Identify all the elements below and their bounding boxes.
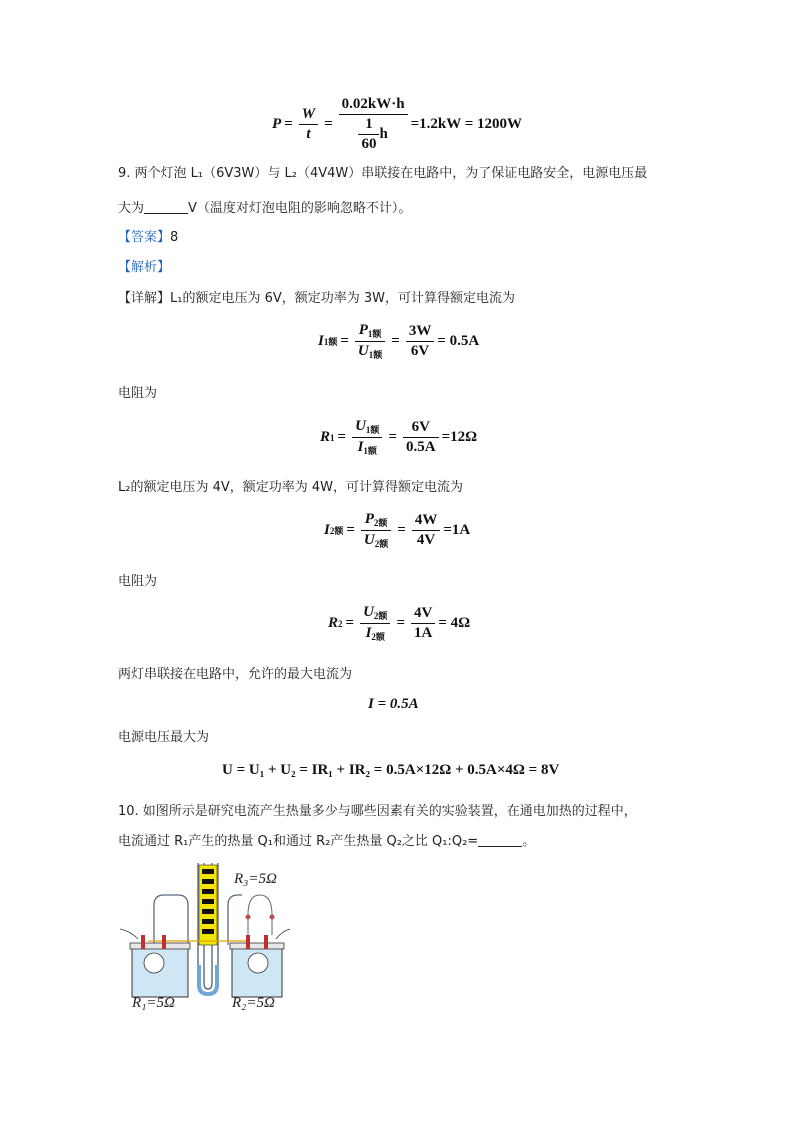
q9-answer: 【答案】8 <box>118 230 179 245</box>
r2-label: R₂=5Ω <box>232 995 275 1011</box>
energy-over-time-fraction: 0.02kW·h $\frac{1}{60}$ h <box>339 96 408 153</box>
resistance-label-2: 电阻为 <box>118 574 158 589</box>
i1-equation: I 1额 = $\frac{P_{1额}}{U_{1额}}$ = $\frac{3W}{6V}$ = 0.5A <box>318 322 480 360</box>
r3-label: R₃=5Ω <box>234 871 277 887</box>
q9-l2-text: L₂的额定电压为 4V，额定功率为 4W，可计算得额定电流为 <box>118 480 464 495</box>
right-beaker <box>230 935 284 997</box>
q9-line2: 大为 V（温度对灯泡电阻的影响忽略不计）。 <box>118 201 412 216</box>
r2-equation: R 2 = $\frac{U_{2额}}{I_{2额}}$ = $\frac{4V}{1A}$ = 4Ω <box>328 604 471 642</box>
q10-line2: 电流通过 R₁产生的热量 Q₁和通过 R₂产生热量 Q₂之比 Q₁:Q₂= 。 <box>118 834 536 849</box>
w-over-t-fraction: $\frac{W}{t}$ <box>299 106 318 143</box>
power-equation: P = $\frac{W}{t}$ = 0.02kW·h $\frac{1}{60}$ h =1.2kW = 1200W <box>272 96 522 152</box>
source-text: 电源电压最大为 <box>118 730 210 745</box>
q9-detail: 【详解】L₁的额定电压为 6V，额定功率为 3W，可计算得额定电流为 <box>118 291 516 306</box>
r1-label: R₁=5Ω <box>132 995 175 1011</box>
scale-ruler <box>199 865 217 945</box>
lead-wire-right <box>276 929 290 939</box>
q9-line1: 9. 两个灯泡 L₁（6V3W）与 L₂（4V4W）串联接在电路中，为了保证电路安全，电源电压最 <box>118 166 648 181</box>
analysis-tag: 【解析】 <box>118 260 171 275</box>
r3-resistor <box>246 895 275 935</box>
u-equation: U = U₁ + U₂ = IR₁ + IR₂ = 0.5A×12Ω + 0.5A×4Ω = 8V <box>222 762 560 778</box>
detail-tag: 【详解】 <box>118 291 171 306</box>
resistance-label-1: 电阻为 <box>118 386 158 401</box>
answer-tag: 【答案】 <box>118 230 171 245</box>
imax-equation: I = 0.5A <box>368 696 419 712</box>
i2-equation: I 2额 = $\frac{P_{2额}}{U_{2额}}$ = $\frac{4W}{4V}$ =1A <box>324 511 471 549</box>
power-symbol: P <box>272 116 282 132</box>
left-beaker <box>130 935 190 997</box>
r1-equation: R 1 = $\frac{U_{1额}}{I_{1额}}$ = $\frac{6V}{0.5A}$ =12Ω <box>320 418 478 456</box>
answer-blank[interactable] <box>144 199 188 214</box>
series-text: 两灯串联接在电路中，允许的最大电流为 <box>118 667 353 682</box>
q10-line1: 10. 如图所示是研究电流产生热量多少与哪些因素有关的实验装置，在通电加热的过程中， <box>118 804 637 819</box>
ratio-blank[interactable] <box>478 832 522 847</box>
lead-wire-left <box>120 929 138 939</box>
